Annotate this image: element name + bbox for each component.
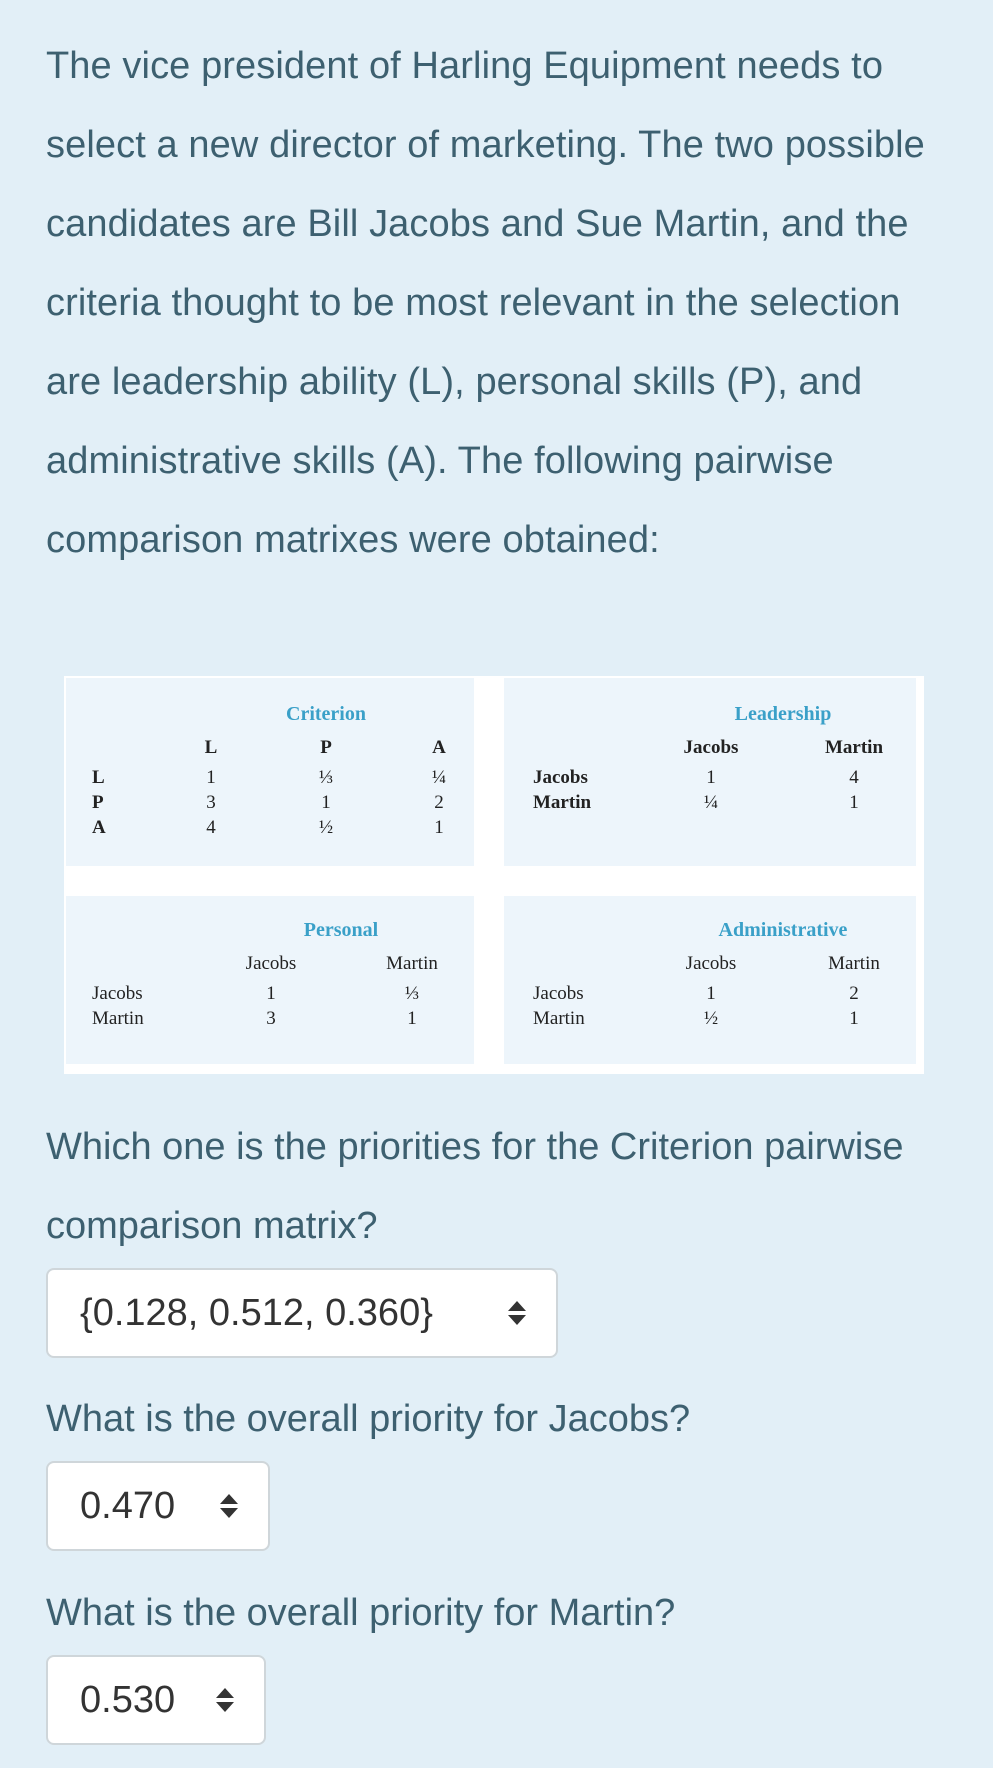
problem-statement: The vice president of Harling Equipment needs to select a new director of marketing. The two possible candidates are Bill Jacobs and Sue Martin, and the criteria thought to be most relevant in the selection are leadership ability (L), personal skills (P), and administrative skills (A). The following pairwise comparison matrixes were obtained: (46, 45, 925, 561)
selected-value: {0.128, 0.512, 0.360} (80, 1291, 433, 1334)
criterion-cell: 1 (434, 817, 444, 838)
question-criterion-priorities: Which one is the priorities for the Criterion pairwise comparison matrix? (46, 1126, 904, 1247)
administrative-cell: 1 (849, 1008, 859, 1029)
criterion-cell: 4 (206, 817, 216, 838)
up-down-arrows-icon (506, 1299, 528, 1327)
personal-cell: ⅓ (404, 983, 420, 1004)
up-down-arrows-icon (214, 1686, 236, 1714)
selected-value: 0.470 (80, 1484, 176, 1527)
criterion-cell: ⅓ (318, 767, 334, 788)
leadership-row-martin: Martin (533, 792, 592, 813)
leadership-cell: 4 (849, 767, 859, 788)
criterion-cell: ½ (318, 817, 334, 838)
administrative-col-jacobs: Jacobs (685, 953, 737, 974)
criterion-row-a: A (92, 817, 106, 838)
criterion-priorities-select[interactable] (46, 1268, 558, 1358)
criterion-cell: 2 (434, 792, 444, 813)
leadership-caption: Leadership (734, 703, 832, 725)
administrative-caption: Administrative (718, 919, 848, 941)
jacobs-priority-select[interactable] (46, 1461, 270, 1551)
leadership-cell: 1 (849, 792, 859, 813)
administrative-row-martin: Martin (533, 1008, 585, 1029)
administrative-cell: 1 (706, 983, 716, 1004)
personal-cell: 1 (266, 983, 276, 1004)
personal-matrix (66, 896, 474, 1064)
personal-caption: Personal (303, 919, 379, 941)
personal-cell: 3 (266, 1008, 276, 1029)
question-jacobs-priority: What is the overall priority for Jacobs? (46, 1398, 691, 1440)
leadership-cell: 1 (706, 767, 716, 788)
leadership-row-jacobs: Jacobs (533, 767, 588, 788)
leadership-cell: ¼ (703, 792, 719, 813)
personal-row-martin: Martin (92, 1008, 144, 1029)
criterion-row-l: L (92, 767, 105, 788)
martin-priority-select[interactable] (46, 1655, 266, 1745)
criterion-matrix (66, 678, 474, 866)
administrative-cell: 2 (849, 983, 859, 1004)
personal-row-jacobs: Jacobs (92, 983, 143, 1004)
personal-cell: 1 (407, 1008, 417, 1029)
criterion-cell: 3 (206, 792, 216, 813)
administrative-col-martin: Martin (828, 953, 880, 974)
criterion-col-p: P (320, 737, 332, 758)
personal-col-jacobs: Jacobs (245, 953, 297, 974)
criterion-row-p: P (92, 792, 104, 813)
criterion-col-l: L (204, 737, 218, 758)
criterion-cell: 1 (206, 767, 216, 788)
leadership-col-jacobs: Jacobs (683, 737, 739, 758)
up-down-arrows-icon (218, 1492, 240, 1520)
leadership-matrix (504, 678, 916, 866)
criterion-cell: 1 (321, 792, 331, 813)
administrative-row-jacobs: Jacobs (533, 983, 584, 1004)
administrative-matrix (504, 896, 916, 1064)
criterion-caption: Criterion (286, 703, 366, 725)
personal-col-martin: Martin (386, 953, 438, 974)
pairwise-matrices-figure (64, 676, 924, 1074)
criterion-col-a: A (432, 737, 446, 758)
selected-value: 0.530 (80, 1678, 176, 1721)
leadership-col-martin: Martin (824, 737, 884, 758)
criterion-cell: ¼ (431, 767, 447, 788)
question-martin-priority: What is the overall priority for Martin? (46, 1592, 676, 1634)
administrative-cell: ½ (703, 1008, 719, 1029)
